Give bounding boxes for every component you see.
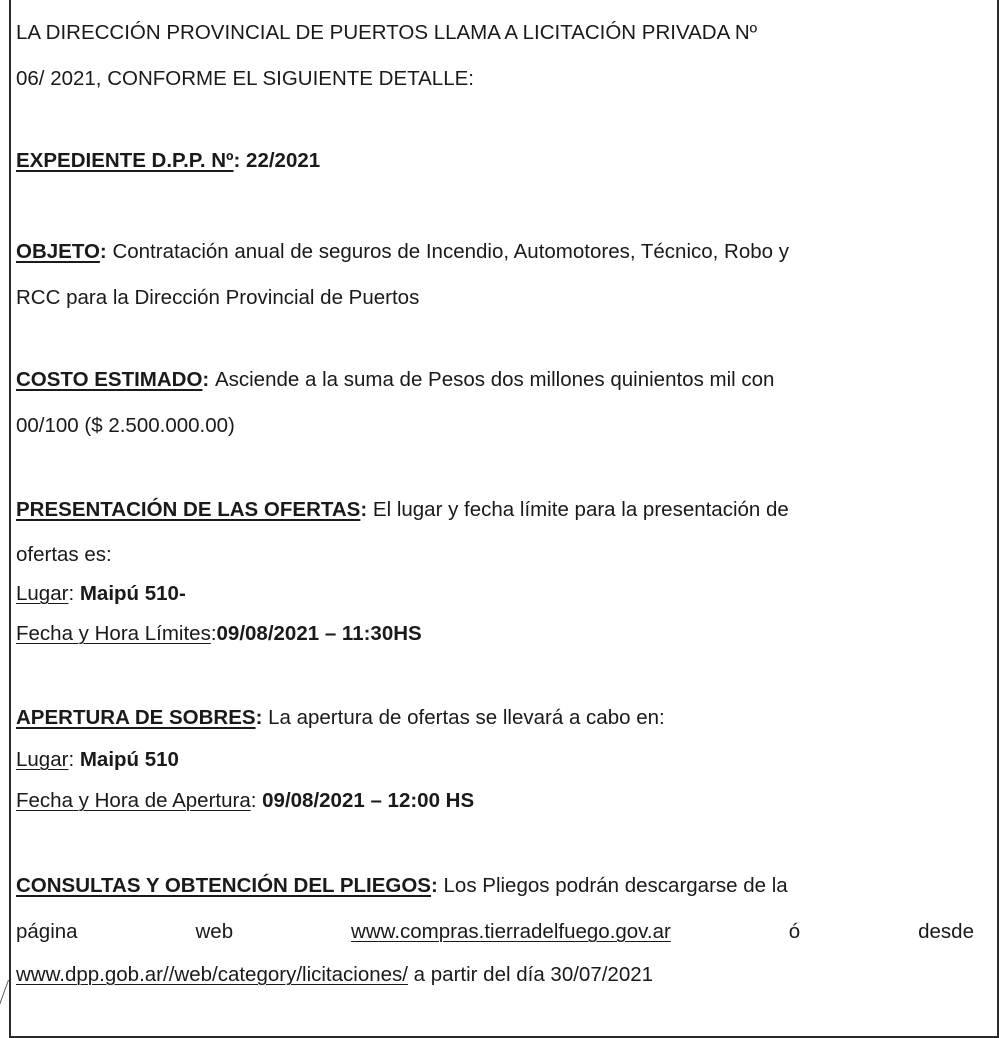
presentacion-text-1: El lugar y fecha límite para la presentación de (372, 498, 789, 521)
presentacion-fecha-row (16, 620, 422, 648)
consultas-sep: : (431, 874, 444, 897)
apertura-fecha-label: Fecha y Hora de Apertura (16, 789, 251, 812)
presentacion-lugar-label: Lugar (16, 582, 69, 605)
costo-label: COSTO ESTIMADO (16, 368, 203, 391)
apertura-lugar-value: Maipú 510 (79, 748, 179, 771)
apertura-fecha-value: 09/08/2021 – 12:00 HS (262, 789, 475, 812)
presentacion-row-1 (16, 496, 789, 524)
presentacion-label: PRESENTACIÓN DE LAS OFERTAS (16, 498, 361, 521)
dpp-licitaciones-link[interactable]: www.dpp.gob.ar//web/category/licitaciones/ (16, 963, 408, 986)
objeto-label: OBJETO (16, 240, 100, 263)
apertura-lugar-label: Lugar (16, 748, 69, 771)
objeto-text-1: Contratación anual de seguros de Incendio, Automotores, Técnico, Robo y (112, 240, 789, 263)
objeto-row-1 (16, 238, 789, 266)
presentacion-lugar-sep: : (68, 582, 80, 605)
compras-link[interactable]: www.compras.tierradelfuego.gov.ar (351, 920, 671, 943)
apertura-lugar-sep: : (68, 748, 80, 771)
expediente-row (16, 147, 320, 175)
presentacion-fecha-sep: : (210, 622, 217, 645)
apertura-row-1 (16, 704, 665, 732)
consultas-row-1 (16, 872, 788, 900)
consultas-label: CONSULTAS Y OBTENCIÓN DEL PLIEGOS (16, 874, 431, 897)
objeto-text-2: RCC para la Dirección Provincial de Puertos (16, 286, 420, 309)
presentacion-text-2: ofertas es: (16, 543, 112, 566)
consultas-word-o: ó (788, 920, 801, 943)
consultas-text-3: a partir del día 30/07/2021 (407, 963, 654, 986)
presentacion-lugar-row (16, 580, 186, 608)
consultas-word-web: web (195, 920, 234, 943)
apertura-fecha-sep: : (250, 789, 263, 812)
expediente-value: 22/2021 (246, 149, 321, 172)
consultas-row-2 (16, 918, 974, 946)
consultas-word-pagina: página (16, 920, 78, 943)
consultas-row-3 (16, 961, 653, 989)
apertura-lugar-row (16, 746, 179, 774)
intro-line-2: 06/ 2021, CONFORME EL SIGUIENTE DETALLE: (16, 67, 474, 90)
presentacion-sep: : (360, 498, 373, 521)
apertura-fecha-row (16, 787, 474, 815)
expediente-label: EXPEDIENTE D.P.P. Nº (16, 149, 234, 172)
presentacion-fecha-value: 09/08/2021 – 11:30HS (216, 622, 422, 645)
costo-text-2: 00/100 ($ 2.500.000.00) (16, 414, 235, 437)
costo-row-1 (16, 366, 774, 394)
costo-text-1: Asciende a la suma de Pesos dos millones quinientos mil con (214, 368, 775, 391)
objeto-sep: : (99, 240, 113, 263)
consultas-word-desde: desde (918, 920, 974, 943)
apertura-sep: : (255, 706, 269, 729)
apertura-text-1: La apertura de ofertas se llevará a cabo en: (268, 706, 665, 729)
consultas-text-1: Los Pliegos podrán descargarse de la (443, 874, 788, 897)
presentacion-lugar-value: Maipú 510- (79, 582, 186, 605)
presentacion-fecha-label: Fecha y Hora Límites (16, 622, 211, 645)
intro-line-1: LA DIRECCIÓN PROVINCIAL DE PUERTOS LLAMA A LICITACIÓN PRIVADA Nº (16, 21, 758, 44)
apertura-label: APERTURA DE SOBRES (16, 706, 256, 729)
expediente-sep: : (233, 149, 247, 172)
costo-sep: : (202, 368, 215, 391)
